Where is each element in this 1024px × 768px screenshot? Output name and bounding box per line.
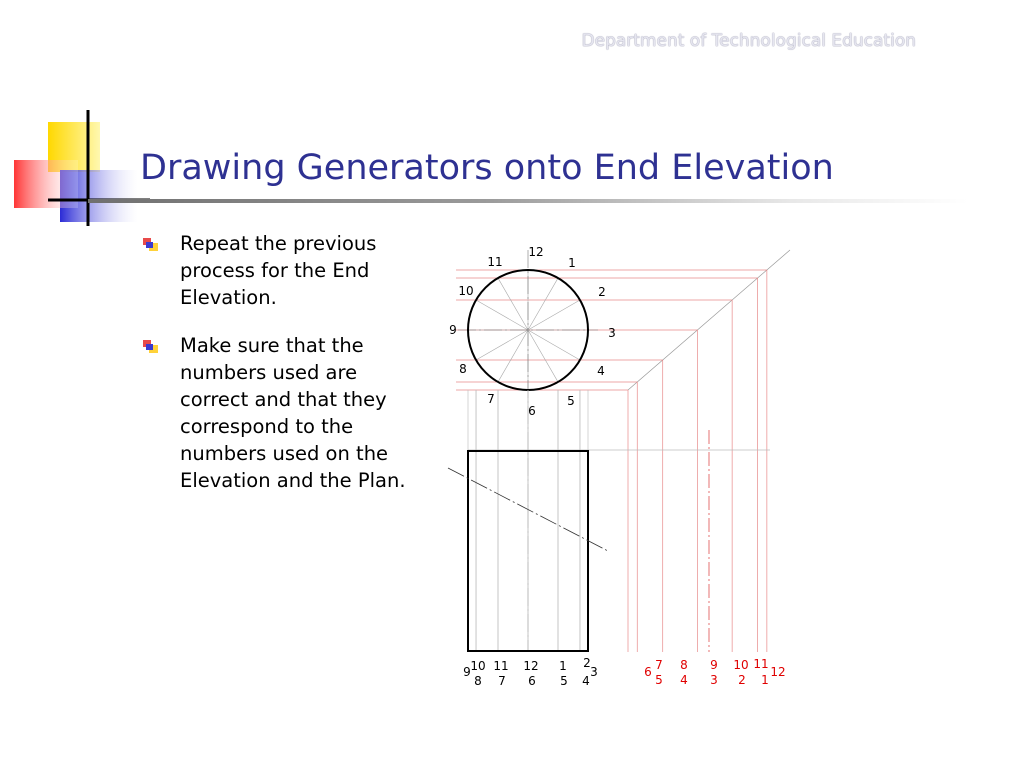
elevation-point-label: 4 <box>582 674 590 688</box>
generator-line <box>476 330 528 360</box>
elevation-point-label: 9 <box>463 665 471 679</box>
slide-title: Drawing Generators onto End Elevation <box>140 148 834 188</box>
end-elevation-point-label: 3 <box>710 673 718 687</box>
elevation-point-label: 7 <box>498 674 506 688</box>
elevation-point-label: 1 <box>559 659 567 673</box>
end-elevation-point-label: 2 <box>738 673 746 687</box>
end-elevation-point-label: 7 <box>655 658 663 672</box>
end-elevation-point-label: 5 <box>655 673 663 687</box>
elevation-view <box>448 390 608 652</box>
generator-line <box>498 278 528 330</box>
circle-point-label: 2 <box>598 285 606 299</box>
generator-line <box>476 300 528 330</box>
generator-line <box>528 330 558 382</box>
department-footer-text: Department of Technological Education <box>581 31 916 51</box>
elevation-point-label: 12 <box>523 659 539 673</box>
point-labels <box>449 245 785 688</box>
end-elevation-point-label: 12 <box>770 665 786 679</box>
circle-point-label: 11 <box>487 255 503 269</box>
elevation-point-label: 6 <box>528 674 536 688</box>
generator-line <box>528 278 558 330</box>
elevation-point-label: 8 <box>474 674 482 688</box>
circle-point-label: 9 <box>449 323 457 337</box>
elevation-point-label: 10 <box>470 659 486 673</box>
end-elevation-point-label: 6 <box>644 665 652 679</box>
generator-line <box>528 300 580 330</box>
circle-point-label: 12 <box>528 245 544 259</box>
generator-line <box>498 330 528 382</box>
elevation-point-label: 5 <box>560 674 568 688</box>
miter-line <box>628 250 790 390</box>
circle-point-label: 1 <box>568 256 576 270</box>
end-elevation-point-label: 4 <box>680 673 688 687</box>
elevation-point-label: 2 <box>583 656 591 670</box>
end-elevation-point-label: 1 <box>761 673 769 687</box>
bullet-text: Repeat the previous process for the End Elevation. <box>180 232 377 309</box>
circle-point-label: 6 <box>528 404 536 418</box>
end-elevation-point-label: 8 <box>680 658 688 672</box>
elevation-point-label: 11 <box>493 659 509 673</box>
circle-point-label: 8 <box>459 362 467 376</box>
generator-line <box>528 330 580 360</box>
circle-point-label: 4 <box>597 364 605 378</box>
circle-point-label: 5 <box>567 394 575 408</box>
end-elevation-point-label: 9 <box>710 658 718 672</box>
circle-point-label: 7 <box>487 392 495 406</box>
end-elevation-point-label: 11 <box>753 657 769 671</box>
end-elevation-point-label: 10 <box>733 658 749 672</box>
circle-point-label: 10 <box>458 284 474 298</box>
circle-point-label: 3 <box>608 326 616 340</box>
bullet-text: Make sure that the numbers used are correct and that they correspond to the numbers used on the Elevation and the Plan. <box>180 334 406 492</box>
elevation-point-label: 3 <box>590 665 598 679</box>
